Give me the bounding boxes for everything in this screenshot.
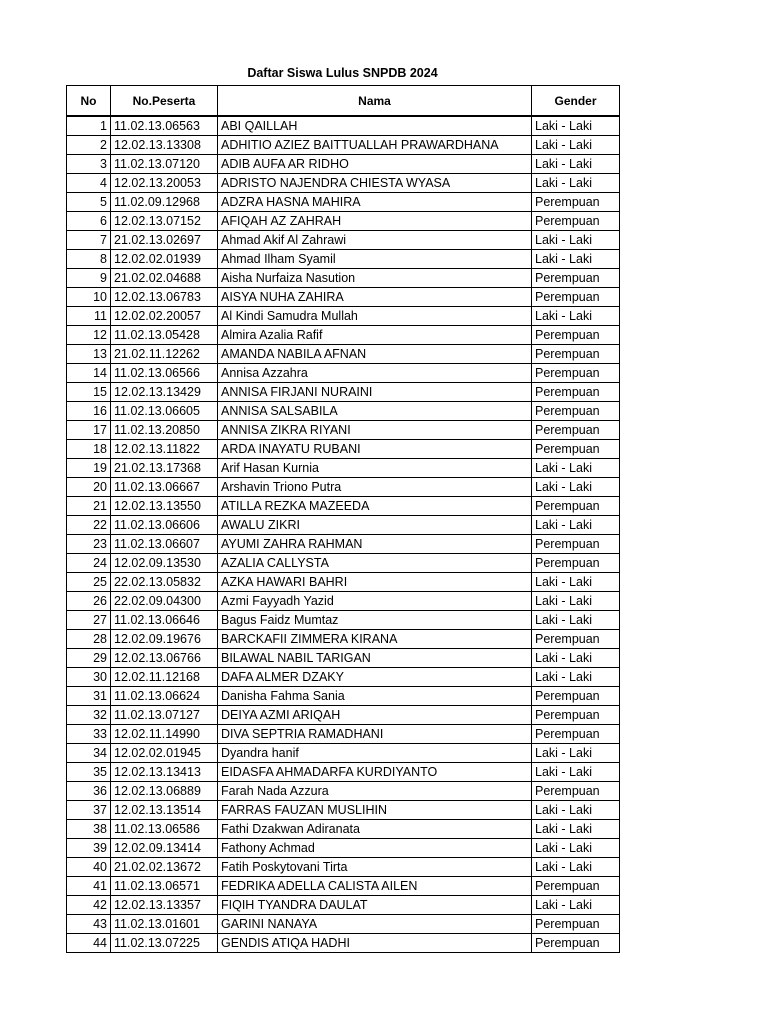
table-row <box>67 212 620 231</box>
row-gender: Perempuan <box>532 630 620 649</box>
row-nama: Danisha Fahma Sania <box>218 687 532 706</box>
row-no-peserta: 12.02.13.07152 <box>111 212 218 231</box>
row-nama: Farah Nada Azzura <box>218 782 532 801</box>
row-gender: Perempuan <box>532 269 620 288</box>
header-no-peserta: No.Peserta <box>111 86 218 117</box>
row-gender: Laki - Laki <box>532 611 620 630</box>
row-number: 12 <box>67 326 111 345</box>
row-number: 4 <box>67 174 111 193</box>
row-nama: ABI QAILLAH <box>218 116 532 136</box>
row-no-peserta: 11.02.13.06646 <box>111 611 218 630</box>
row-nama: Azmi Fayyadh Yazid <box>218 592 532 611</box>
row-gender: Laki - Laki <box>532 307 620 326</box>
row-gender: Laki - Laki <box>532 478 620 497</box>
row-no-peserta: 21.02.13.02697 <box>111 231 218 250</box>
row-number: 30 <box>67 668 111 687</box>
row-gender: Perempuan <box>532 877 620 896</box>
row-number: 1 <box>67 116 111 136</box>
row-nama: ADHITIO AZIEZ BAITTUALLAH PRAWARDHANA <box>218 136 532 155</box>
table-row <box>67 896 620 915</box>
row-gender: Perempuan <box>532 212 620 231</box>
table-row <box>67 782 620 801</box>
row-number: 35 <box>67 763 111 782</box>
row-nama: AZALIA CALLYSTA <box>218 554 532 573</box>
row-no-peserta: 11.02.13.06605 <box>111 402 218 421</box>
table-row <box>67 136 620 155</box>
row-nama: AISYA NUHA ZAHIRA <box>218 288 532 307</box>
row-number: 33 <box>67 725 111 744</box>
row-no-peserta: 11.02.13.06563 <box>111 116 218 136</box>
row-nama: Arshavin Triono Putra <box>218 478 532 497</box>
row-no-peserta: 21.02.13.17368 <box>111 459 218 478</box>
row-number: 9 <box>67 269 111 288</box>
row-no-peserta: 12.02.13.13429 <box>111 383 218 402</box>
row-nama: GARINI NANAYA <box>218 915 532 934</box>
row-gender: Laki - Laki <box>532 231 620 250</box>
row-gender: Laki - Laki <box>532 250 620 269</box>
row-nama: ANNISA FIRJANI NURAINI <box>218 383 532 402</box>
row-nama: Arif Hasan Kurnia <box>218 459 532 478</box>
row-number: 41 <box>67 877 111 896</box>
row-nama: ANNISA SALSABILA <box>218 402 532 421</box>
row-nama: Aisha Nurfaiza Nasution <box>218 269 532 288</box>
table-row <box>67 174 620 193</box>
row-gender: Laki - Laki <box>532 136 620 155</box>
row-no-peserta: 11.02.13.06566 <box>111 364 218 383</box>
table-row <box>67 155 620 174</box>
row-number: 28 <box>67 630 111 649</box>
table-row <box>67 402 620 421</box>
row-nama: ANNISA ZIKRA RIYANI <box>218 421 532 440</box>
row-number: 3 <box>67 155 111 174</box>
row-number: 11 <box>67 307 111 326</box>
row-gender: Perempuan <box>532 915 620 934</box>
student-table <box>66 85 620 953</box>
row-nama: EIDASFA AHMADARFA KURDIYANTO <box>218 763 532 782</box>
row-gender: Perempuan <box>532 383 620 402</box>
row-nama: AMANDA NABILA AFNAN <box>218 345 532 364</box>
row-gender: Laki - Laki <box>532 820 620 839</box>
row-no-peserta: 12.02.02.01939 <box>111 250 218 269</box>
header-no: No <box>67 86 111 117</box>
row-nama: Almira Azalia Rafif <box>218 326 532 345</box>
page-title: Daftar Siswa Lulus SNPDB 2024 <box>247 66 438 80</box>
header-gender: Gender <box>532 86 620 117</box>
row-no-peserta: 11.02.13.07225 <box>111 934 218 953</box>
row-no-peserta: 12.02.09.13414 <box>111 839 218 858</box>
row-gender: Laki - Laki <box>532 116 620 136</box>
table-row <box>67 744 620 763</box>
table-body <box>67 116 620 953</box>
row-number: 15 <box>67 383 111 402</box>
row-number: 32 <box>67 706 111 725</box>
table-row <box>67 288 620 307</box>
table-row <box>67 364 620 383</box>
row-number: 7 <box>67 231 111 250</box>
row-number: 24 <box>67 554 111 573</box>
row-no-peserta: 12.02.13.13413 <box>111 763 218 782</box>
row-no-peserta: 12.02.13.13550 <box>111 497 218 516</box>
row-gender: Laki - Laki <box>532 801 620 820</box>
table-row <box>67 877 620 896</box>
table-row <box>67 611 620 630</box>
row-number: 39 <box>67 839 111 858</box>
row-gender: Perempuan <box>532 554 620 573</box>
row-no-peserta: 11.02.13.07127 <box>111 706 218 725</box>
table-row <box>67 934 620 953</box>
table-row <box>67 725 620 744</box>
row-no-peserta: 12.02.09.19676 <box>111 630 218 649</box>
row-gender: Perempuan <box>532 934 620 953</box>
row-nama: FEDRIKA ADELLA CALISTA AILEN <box>218 877 532 896</box>
table-row <box>67 839 620 858</box>
row-no-peserta: 12.02.02.01945 <box>111 744 218 763</box>
row-gender: Perempuan <box>532 440 620 459</box>
row-no-peserta: 11.02.13.06571 <box>111 877 218 896</box>
row-nama: ATILLA REZKA MAZEEDA <box>218 497 532 516</box>
row-no-peserta: 12.02.09.13530 <box>111 554 218 573</box>
row-gender: Perempuan <box>532 193 620 212</box>
row-number: 25 <box>67 573 111 592</box>
row-number: 37 <box>67 801 111 820</box>
row-no-peserta: 11.02.13.06667 <box>111 478 218 497</box>
row-no-peserta: 11.02.13.01601 <box>111 915 218 934</box>
row-no-peserta: 12.02.13.13308 <box>111 136 218 155</box>
row-no-peserta: 21.02.11.12262 <box>111 345 218 364</box>
table-row <box>67 554 620 573</box>
row-gender: Perempuan <box>532 345 620 364</box>
row-nama: Dyandra hanif <box>218 744 532 763</box>
table-row <box>67 326 620 345</box>
row-nama: Fathi Dzakwan Adiranata <box>218 820 532 839</box>
row-nama: AYUMI ZAHRA RAHMAN <box>218 535 532 554</box>
row-nama: AFIQAH AZ ZAHRAH <box>218 212 532 231</box>
table-row <box>67 820 620 839</box>
table-row <box>67 687 620 706</box>
table-row <box>67 801 620 820</box>
row-no-peserta: 21.02.02.13672 <box>111 858 218 877</box>
row-nama: FIQIH TYANDRA DAULAT <box>218 896 532 915</box>
row-gender: Laki - Laki <box>532 763 620 782</box>
row-no-peserta: 22.02.09.04300 <box>111 592 218 611</box>
row-number: 36 <box>67 782 111 801</box>
row-gender: Perempuan <box>532 535 620 554</box>
row-no-peserta: 12.02.13.20053 <box>111 174 218 193</box>
row-nama: Ahmad Ilham Syamil <box>218 250 532 269</box>
row-no-peserta: 11.02.13.06586 <box>111 820 218 839</box>
row-no-peserta: 12.02.02.20057 <box>111 307 218 326</box>
row-gender: Laki - Laki <box>532 174 620 193</box>
row-no-peserta: 11.02.13.05428 <box>111 326 218 345</box>
row-gender: Laki - Laki <box>532 155 620 174</box>
row-gender: Perempuan <box>532 687 620 706</box>
row-number: 42 <box>67 896 111 915</box>
table-row <box>67 706 620 725</box>
row-nama: DIVA SEPTRIA RAMADHANI <box>218 725 532 744</box>
table-row <box>67 668 620 687</box>
row-number: 40 <box>67 858 111 877</box>
row-gender: Laki - Laki <box>532 839 620 858</box>
row-no-peserta: 11.02.13.06607 <box>111 535 218 554</box>
row-no-peserta: 12.02.13.13357 <box>111 896 218 915</box>
table-row <box>67 116 620 136</box>
row-gender: Laki - Laki <box>532 668 620 687</box>
row-number: 27 <box>67 611 111 630</box>
row-no-peserta: 12.02.11.14990 <box>111 725 218 744</box>
row-gender: Laki - Laki <box>532 573 620 592</box>
row-gender: Perempuan <box>532 497 620 516</box>
row-nama: BILAWAL NABIL TARIGAN <box>218 649 532 668</box>
row-no-peserta: 12.02.13.06889 <box>111 782 218 801</box>
table-header-row <box>67 86 620 117</box>
table-row <box>67 440 620 459</box>
table-row <box>67 573 620 592</box>
row-nama: ADRISTO NAJENDRA CHIESTA WYASA <box>218 174 532 193</box>
row-gender: Laki - Laki <box>532 744 620 763</box>
row-gender: Laki - Laki <box>532 649 620 668</box>
row-gender: Perempuan <box>532 402 620 421</box>
row-no-peserta: 11.02.13.20850 <box>111 421 218 440</box>
row-number: 38 <box>67 820 111 839</box>
row-number: 19 <box>67 459 111 478</box>
row-nama: GENDIS ATIQA HADHI <box>218 934 532 953</box>
row-number: 13 <box>67 345 111 364</box>
row-no-peserta: 11.02.13.06606 <box>111 516 218 535</box>
row-nama: DEIYA AZMI ARIQAH <box>218 706 532 725</box>
row-number: 44 <box>67 934 111 953</box>
row-gender: Laki - Laki <box>532 896 620 915</box>
row-nama: BARCKAFII ZIMMERA KIRANA <box>218 630 532 649</box>
row-no-peserta: 12.02.13.06766 <box>111 649 218 668</box>
table-row <box>67 535 620 554</box>
row-no-peserta: 12.02.13.06783 <box>111 288 218 307</box>
row-gender: Laki - Laki <box>532 459 620 478</box>
row-no-peserta: 12.02.13.13514 <box>111 801 218 820</box>
table-row <box>67 592 620 611</box>
table-row <box>67 858 620 877</box>
table-row <box>67 383 620 402</box>
row-nama: Fatih Poskytovani Tirta <box>218 858 532 877</box>
table-row <box>67 231 620 250</box>
row-number: 2 <box>67 136 111 155</box>
row-number: 20 <box>67 478 111 497</box>
row-no-peserta: 11.02.09.12968 <box>111 193 218 212</box>
row-gender: Perempuan <box>532 364 620 383</box>
row-number: 6 <box>67 212 111 231</box>
row-gender: Laki - Laki <box>532 592 620 611</box>
table-row <box>67 649 620 668</box>
row-number: 34 <box>67 744 111 763</box>
row-no-peserta: 12.02.11.12168 <box>111 668 218 687</box>
row-gender: Laki - Laki <box>532 516 620 535</box>
row-gender: Perempuan <box>532 706 620 725</box>
table-row <box>67 915 620 934</box>
row-gender: Perempuan <box>532 326 620 345</box>
row-nama: ADIB AUFA AR RIDHO <box>218 155 532 174</box>
row-number: 22 <box>67 516 111 535</box>
row-number: 31 <box>67 687 111 706</box>
row-nama: Annisa Azzahra <box>218 364 532 383</box>
row-no-peserta: 11.02.13.06624 <box>111 687 218 706</box>
table-row <box>67 345 620 364</box>
table-row <box>67 630 620 649</box>
row-nama: DAFA ALMER DZAKY <box>218 668 532 687</box>
row-number: 29 <box>67 649 111 668</box>
row-no-peserta: 12.02.13.11822 <box>111 440 218 459</box>
table-row <box>67 459 620 478</box>
row-no-peserta: 22.02.13.05832 <box>111 573 218 592</box>
row-nama: Fathony Achmad <box>218 839 532 858</box>
row-number: 16 <box>67 402 111 421</box>
row-number: 21 <box>67 497 111 516</box>
row-nama: Bagus Faidz Mumtaz <box>218 611 532 630</box>
row-nama: AWALU ZIKRI <box>218 516 532 535</box>
row-number: 26 <box>67 592 111 611</box>
row-number: 18 <box>67 440 111 459</box>
row-no-peserta: 21.02.02.04688 <box>111 269 218 288</box>
row-nama: ARDA INAYATU RUBANI <box>218 440 532 459</box>
row-number: 5 <box>67 193 111 212</box>
row-nama: ADZRA HASNA MAHIRA <box>218 193 532 212</box>
table-row <box>67 250 620 269</box>
row-number: 23 <box>67 535 111 554</box>
row-number: 8 <box>67 250 111 269</box>
table-row <box>67 269 620 288</box>
row-no-peserta: 11.02.13.07120 <box>111 155 218 174</box>
table-row <box>67 478 620 497</box>
row-nama: Ahmad Akif Al Zahrawi <box>218 231 532 250</box>
row-number: 17 <box>67 421 111 440</box>
table-row <box>67 497 620 516</box>
row-nama: Al Kindi Samudra Mullah <box>218 307 532 326</box>
row-gender: Perempuan <box>532 782 620 801</box>
row-gender: Perempuan <box>532 725 620 744</box>
table-row <box>67 307 620 326</box>
table-row <box>67 421 620 440</box>
table-row <box>67 516 620 535</box>
row-nama: AZKA HAWARI BAHRI <box>218 573 532 592</box>
header-nama: Nama <box>218 86 532 117</box>
row-nama: FARRAS FAUZAN MUSLIHIN <box>218 801 532 820</box>
row-number: 14 <box>67 364 111 383</box>
table-row <box>67 193 620 212</box>
row-number: 43 <box>67 915 111 934</box>
row-gender: Perempuan <box>532 421 620 440</box>
row-number: 10 <box>67 288 111 307</box>
row-gender: Laki - Laki <box>532 858 620 877</box>
row-gender: Perempuan <box>532 288 620 307</box>
table-row <box>67 763 620 782</box>
